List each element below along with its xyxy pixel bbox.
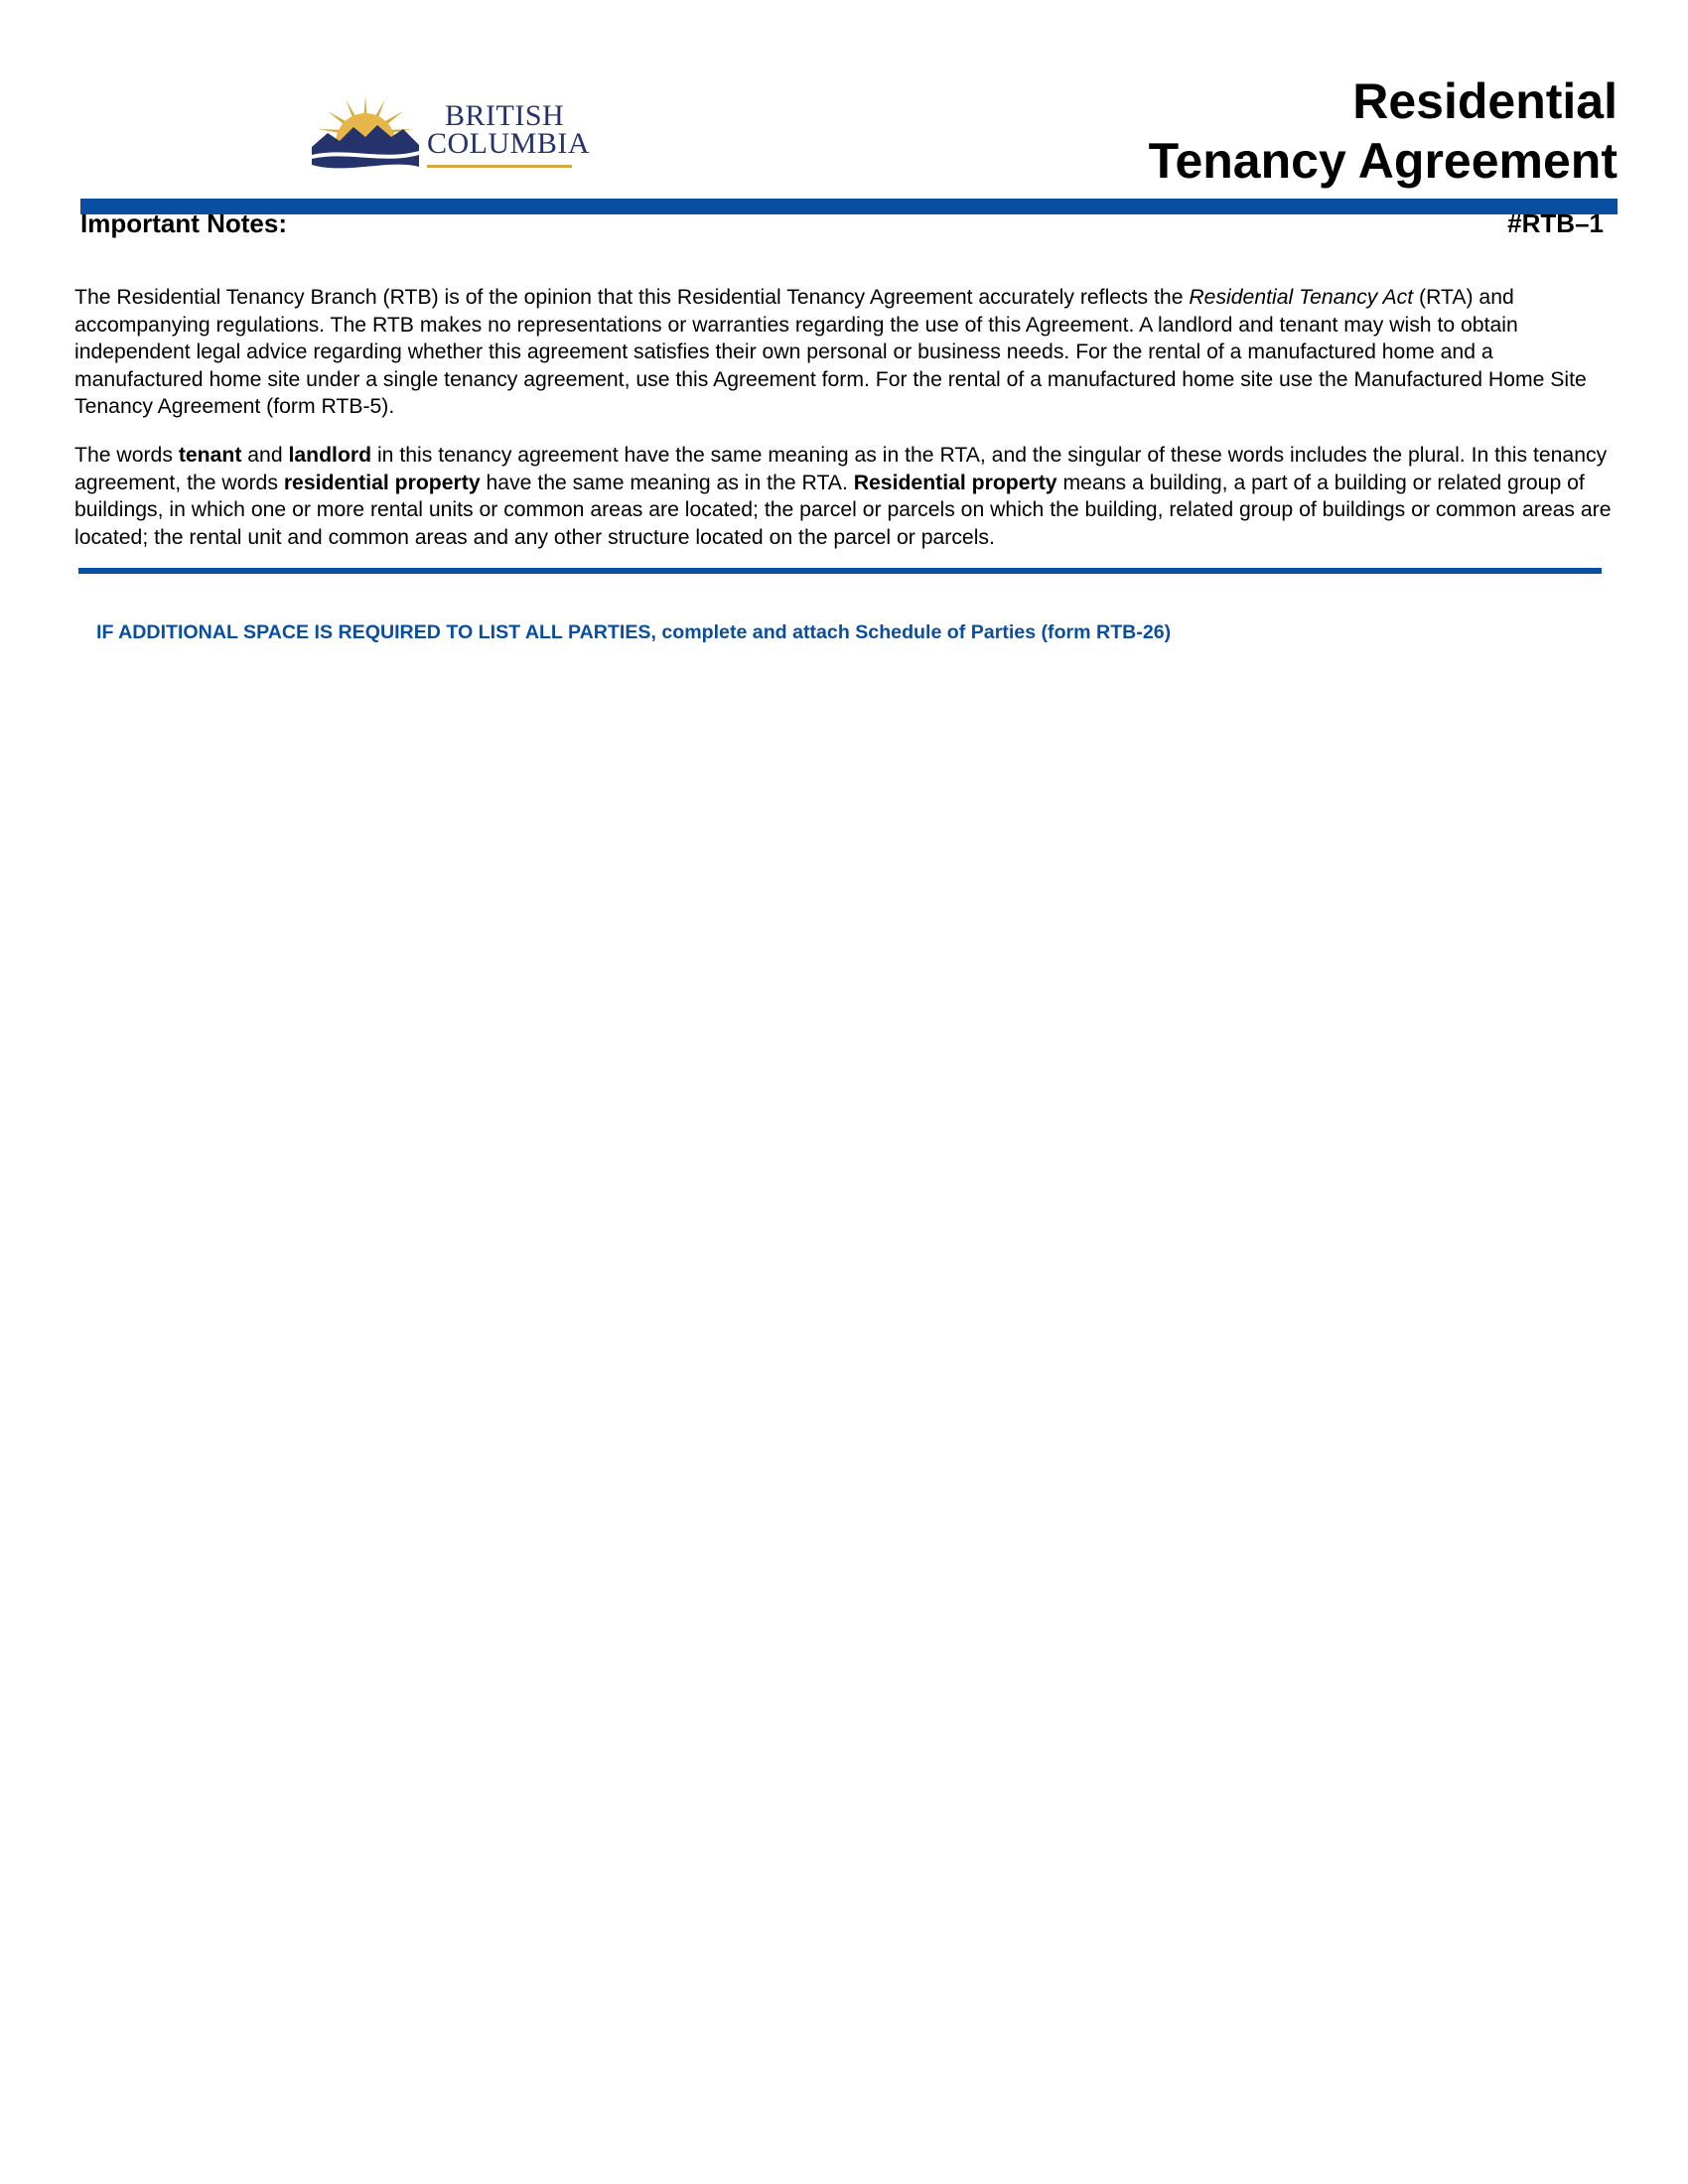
form-number: #RTB–1 bbox=[1507, 208, 1604, 238]
text-segment: The words bbox=[74, 444, 179, 467]
additional-parties-note: IF ADDITIONAL SPACE IS REQUIRED TO LIST ALL PARTIES, complete and attach Schedule of Parties (form RTB-26) bbox=[96, 621, 1172, 643]
important-notes-heading: Important Notes: bbox=[80, 208, 287, 238]
term-tenant: tenant bbox=[178, 444, 242, 467]
term-landlord: landlord bbox=[288, 444, 372, 467]
term-residential-property: residential property bbox=[283, 471, 481, 494]
logo-text-columbia: COLUMBIA bbox=[427, 127, 591, 160]
act-name: Residential Tenancy Act bbox=[1189, 286, 1414, 309]
title-line-2: Tenancy Agreement bbox=[1148, 133, 1618, 189]
text-segment: (RTA) and accompanying regulations. The RTB makes no representations or warranties regarding the use of this Agreement. A landlord and tenant may wish to obtain independent legal advice regarding whether this agreement satisfies their own personal or business needs. For the rental of a manufactured home and a manufactured home site under a single tenancy agreement, use this Agreement form. For the rental of a manufactured home site use the Manufactured Home Site Tenancy Agreement (form RTB-5). bbox=[74, 286, 1587, 418]
text-segment: and bbox=[241, 444, 289, 467]
logo-underline bbox=[427, 165, 572, 168]
sunrise-mountain-icon bbox=[310, 89, 421, 173]
term-residential-property-definition: Residential property bbox=[853, 471, 1057, 494]
text-segment: have the same meaning as in the RTA. bbox=[480, 471, 854, 494]
text-segment: in this tenancy agreement have the same meaning as in the RTA, and the singular of these words includes the plural. In this tenancy agreement, the words bbox=[74, 444, 1608, 494]
notes-paragraph-1 bbox=[74, 284, 1612, 421]
page-title bbox=[1149, 71, 1618, 191]
text-segment: The Residential Tenancy Branch (RTB) is of the opinion that this Residential Tenancy Agreement accurately reflects the bbox=[74, 286, 1190, 309]
header-divider bbox=[80, 199, 1618, 214]
notes-paragraph-2 bbox=[74, 442, 1612, 551]
title-line-1: Residential bbox=[1352, 73, 1618, 129]
notes-divider bbox=[78, 568, 1602, 574]
logo-text-british: BRITISH bbox=[445, 99, 565, 132]
text-segment: means a building, a part of a building or related group of buildings, in which one or more rental units or common areas are located; the parcel or parcels on which the building, related group of buildings or common areas are located; the rental unit and common areas and any other structure located on the parcel or parcels. bbox=[74, 471, 1612, 549]
bc-government-logo bbox=[310, 89, 598, 173]
